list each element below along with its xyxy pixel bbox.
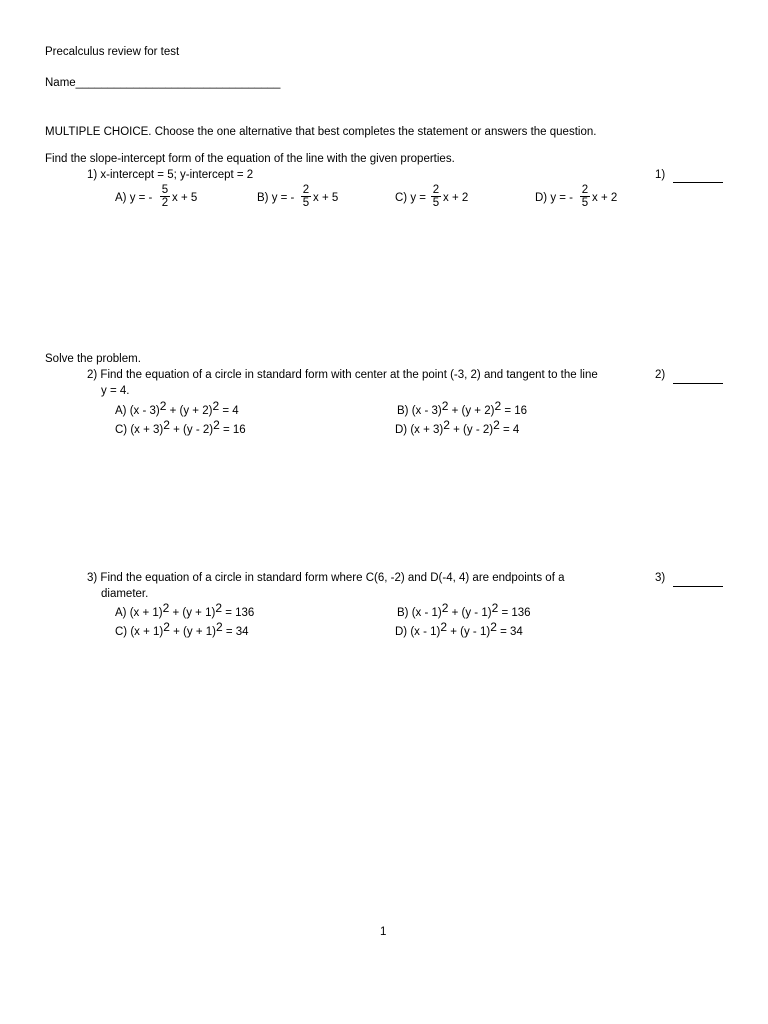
option-2c[interactable]: C) (x + 3)2 + (y - 2)2 = 16 — [115, 418, 246, 436]
option-3b[interactable]: B) (x - 1)2 + (y - 1)2 = 136 — [397, 601, 531, 619]
option-3d[interactable]: D) (x - 1)2 + (y - 1)2 = 34 — [395, 620, 523, 638]
option-2d[interactable]: D) (x + 3)2 + (y - 2)2 = 4 — [395, 418, 520, 436]
question-3-line2: diameter. — [101, 588, 149, 600]
page-number: 1 — [380, 926, 387, 938]
option-tail: x + 5 — [172, 192, 198, 204]
answer-blank-1[interactable] — [673, 182, 723, 183]
section-heading-slope: Find the slope-intercept form of the equation of the line with the given properties. — [45, 153, 455, 165]
option-tail: x + 5 — [313, 192, 339, 204]
question-3-line1: 3) Find the equation of a circle in standard form where C(6, -2) and D(-4, 4) are endpoints of a — [87, 572, 565, 584]
option-2b[interactable]: B) (x - 3)2 + (y + 2)2 = 16 — [397, 399, 528, 417]
question-1-text: 1) x-intercept = 5; y-intercept = 2 — [87, 169, 254, 181]
answer-label-1: 1) — [655, 169, 666, 181]
fraction: 2 5 — [302, 184, 310, 209]
fraction: 2 5 — [432, 184, 440, 209]
option-label: B) y = - — [257, 192, 295, 204]
fraction: 2 5 — [581, 184, 589, 209]
answer-blank-3[interactable] — [673, 586, 723, 587]
instructions: MULTIPLE CHOICE. Choose the one alternative that best completes the statement or answers the question. — [45, 126, 597, 138]
option-label: A) y = - — [115, 192, 153, 204]
option-tail: x + 2 — [443, 192, 469, 204]
question-2-line1: 2) Find the equation of a circle in standard form with center at the point (-3, 2) and tangent to the line — [87, 369, 598, 381]
name-line: Name________________________________ — [45, 77, 281, 89]
option-tail: x + 2 — [592, 192, 618, 204]
fraction: 5 2 — [161, 184, 169, 209]
option-label: D) y = - — [535, 192, 574, 204]
answer-label-2: 2) — [655, 369, 666, 381]
option-label: C) y = — [395, 192, 426, 204]
option-2a[interactable]: A) (x - 3)2 + (y + 2)2 = 4 — [115, 399, 239, 417]
document-title: Precalculus review for test — [45, 46, 180, 58]
answer-blank-2[interactable] — [673, 383, 723, 384]
section-heading-solve: Solve the problem. — [45, 353, 141, 365]
option-3a[interactable]: A) (x + 1)2 + (y + 1)2 = 136 — [115, 601, 255, 619]
answer-label-3: 3) — [655, 572, 666, 584]
option-3c[interactable]: C) (x + 1)2 + (y + 1)2 = 34 — [115, 620, 249, 638]
question-2-line2: y = 4. — [101, 385, 130, 397]
